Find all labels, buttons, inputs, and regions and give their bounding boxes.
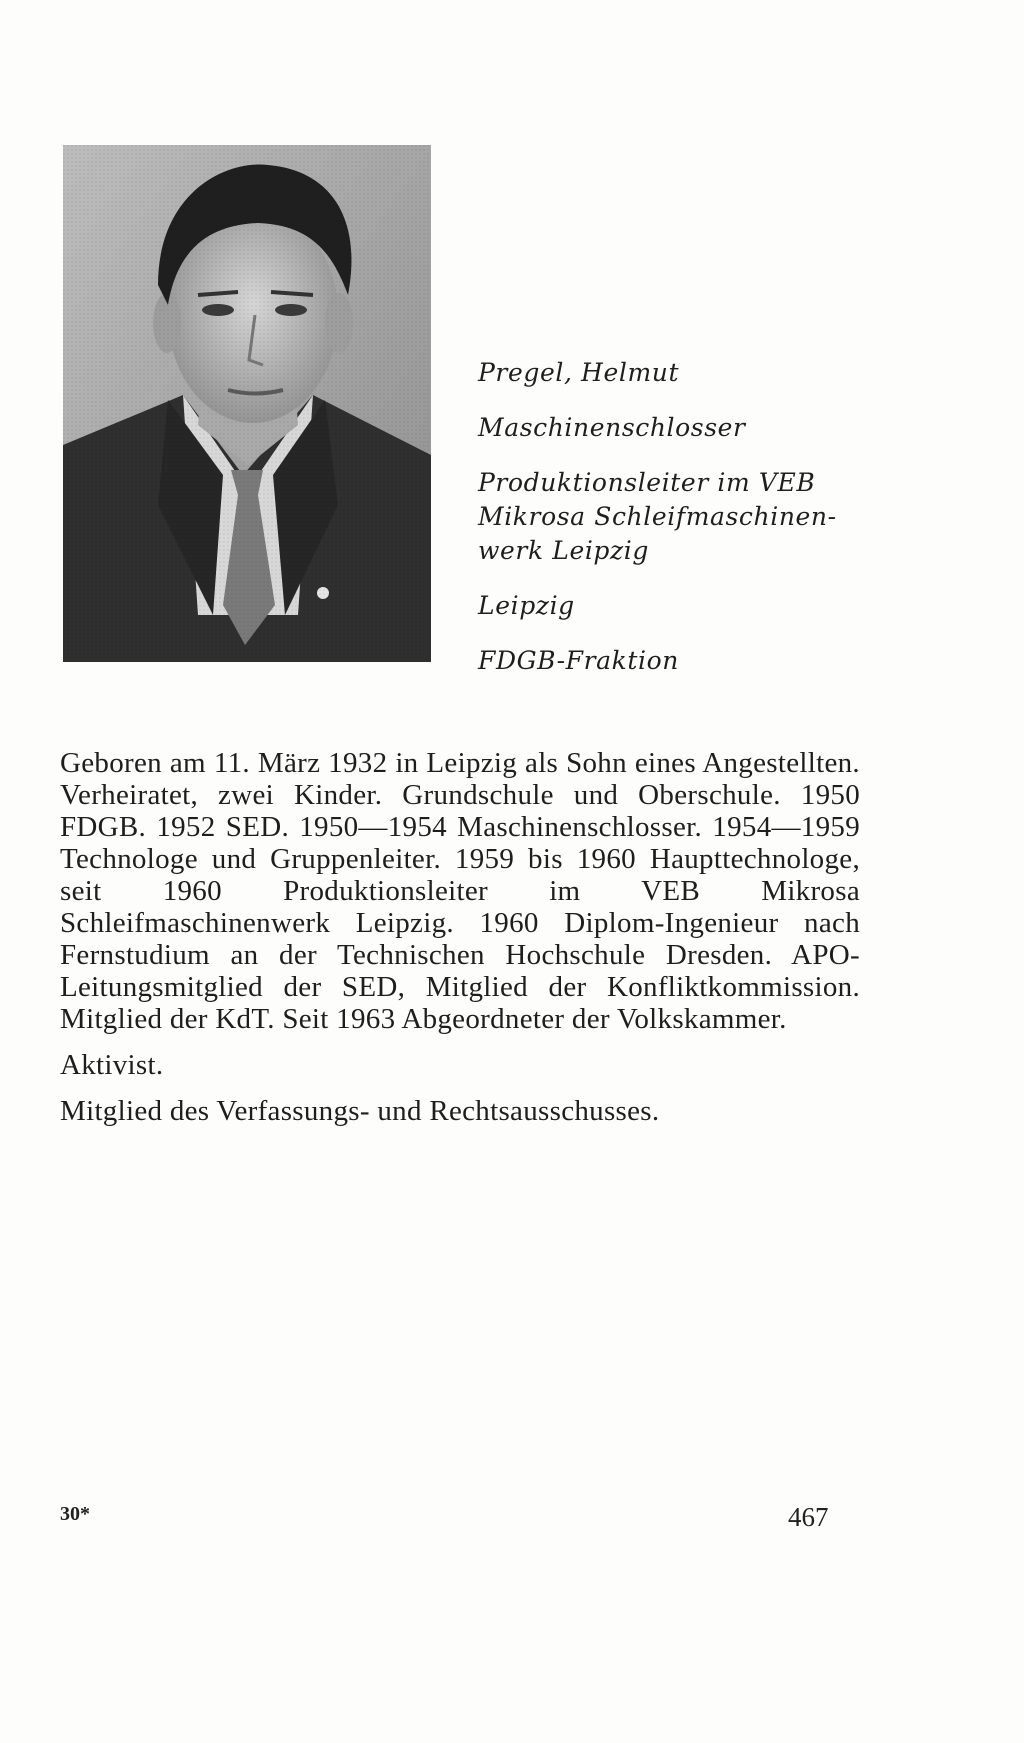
person-occupation: Maschinenschlosser <box>478 413 746 442</box>
page-number: 467 <box>788 1502 829 1532</box>
person-name: Pregel, Helmut <box>478 358 680 387</box>
person-constituency: Leipzig <box>478 591 575 620</box>
bio-paragraph-main: Geboren am 11. März 1932 in Leipzig als Sohn eines Angestellten. Verheiratet, zwei Kinder. Grundschule und Oberschule. 1950 FDGB. 1952 SED. 1950—1954 Maschinenschlosser. 1954—1959 Technologe und Gruppenleiter. 1959 bis 1960 Haupttechnologe, seit 1960 Produktionsleiter im VEB Mikrosa Schleifmaschinenwerk Leipzig. 1960 Diplom-Ingenieur nach Fernstudium an der Technischen Hochschule Dresden. APO-Leitungsmitglied der SED, Mitglied der Konfliktkommission. Mitglied der KdT. Seit 1963 Abgeordneter der Volkskammer. <box>60 747 860 1035</box>
caption-block <box>478 356 898 699</box>
printer-signature: 30* <box>60 1503 90 1525</box>
biography-text <box>60 747 860 1141</box>
portrait-photo <box>63 145 431 662</box>
person-faction: FDGB-Fraktion <box>478 646 679 675</box>
bio-paragraph-committee: Mitglied des Verfassungs- und Rechtsausschusses. <box>60 1095 660 1127</box>
bio-paragraph-award: Aktivist. <box>60 1049 164 1081</box>
person-position: Produktionsleiter im VEB Mikrosa Schleifmaschinen- werk Leipzig <box>478 468 837 565</box>
